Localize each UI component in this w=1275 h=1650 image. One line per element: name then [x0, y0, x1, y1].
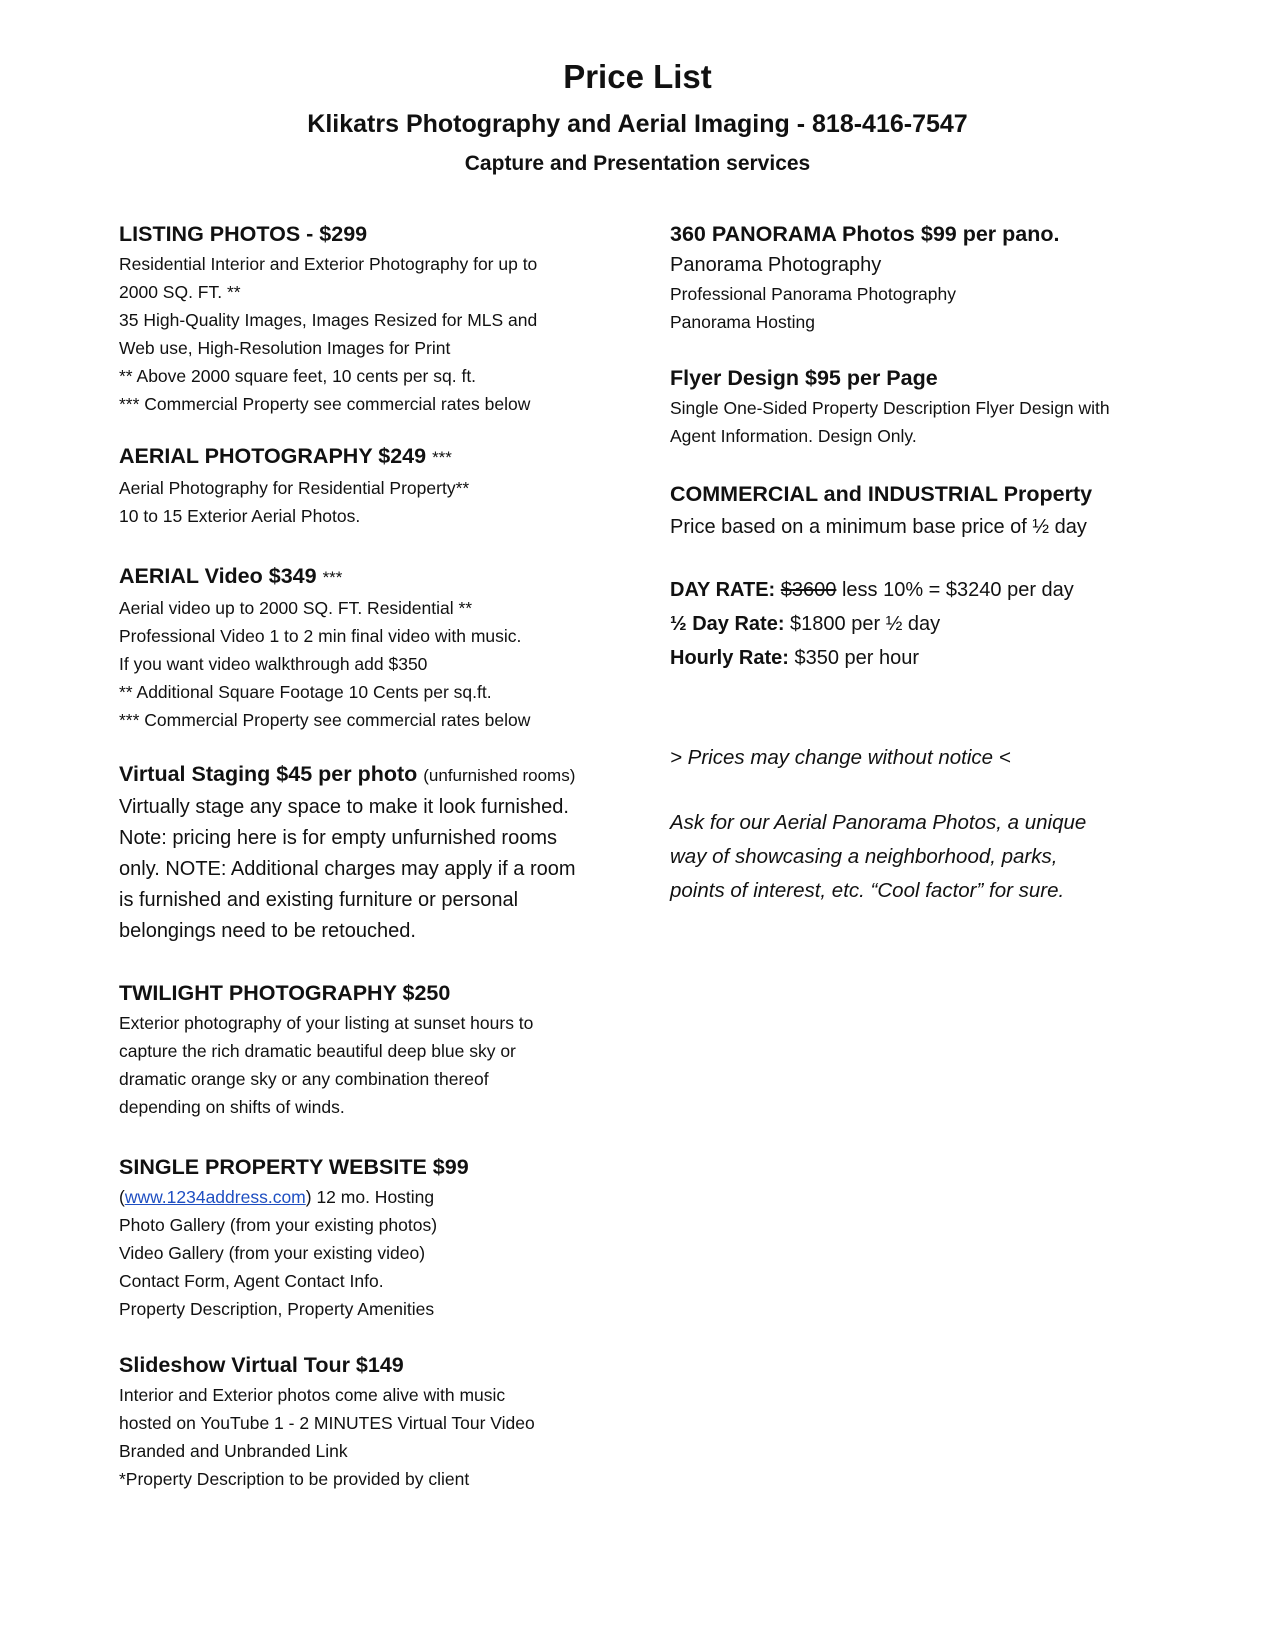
aerial-photography-title: AERIAL PHOTOGRAPHY $249 [119, 444, 427, 468]
staging-line: belongings need to be retouched. [119, 920, 416, 942]
link-after: ) 12 mo. Hosting [305, 1187, 435, 1207]
aerial-photo-line: 10 to 15 Exterior Aerial Photos. [119, 506, 361, 526]
listing-line: Residential Interior and Exterior Photography for up to [119, 254, 538, 274]
virtual-staging-section [119, 758, 609, 947]
panorama-line: Panorama Hosting [670, 312, 815, 332]
staging-line: only. NOTE: Additional charges may apply if a room [119, 858, 576, 880]
listing-line: *** Commercial Property see commercial rates below [119, 394, 531, 414]
staging-line: Note: pricing here is for empty unfurnished rooms [119, 827, 557, 849]
slideshow-line: Branded and Unbranded Link [119, 1441, 348, 1461]
slideshow-section [119, 1349, 609, 1493]
listing-line: Web use, High-Resolution Images for Print [119, 338, 451, 358]
ask-line: way of showcasing a neighborhood, parks, [670, 845, 1058, 868]
day-rate-value: less 10% = $3240 per day [836, 579, 1074, 601]
listing-line: 2000 SQ. FT. ** [119, 282, 241, 302]
day-rate-old: $3600 [780, 579, 837, 601]
aerial-video-line: If you want video walkthrough add $350 [119, 654, 428, 674]
aerial-video-title: AERIAL Video $349 [119, 564, 317, 588]
listing-photos-heading: LISTING PHOTOS - $299 [119, 222, 368, 246]
listing-photos-section [119, 218, 609, 418]
commercial-section [670, 478, 1170, 675]
aerial-video-suffix: *** [322, 568, 343, 587]
twilight-section [119, 977, 609, 1121]
flyer-section [670, 362, 1170, 450]
link-open: ( [119, 1187, 125, 1207]
virtual-staging-heading [119, 758, 609, 792]
slideshow-line: Interior and Exterior photos come alive with music [119, 1385, 506, 1405]
page-title: Price List [563, 58, 712, 95]
twilight-line: depending on shifts of winds. [119, 1097, 345, 1117]
day-rate-label: DAY RATE: [670, 579, 776, 601]
panorama-line: Professional Panorama Photography [670, 284, 957, 304]
aerial-video-line: ** Additional Square Footage 10 Cents per sq.ft. [119, 682, 492, 702]
panorama-line: Panorama Photography [670, 254, 882, 276]
aerial-video-line: Aerial video up to 2000 SQ. FT. Residential ** [119, 598, 473, 618]
ask-line: Ask for our Aerial Panorama Photos, a unique [670, 811, 1087, 834]
virtual-staging-suffix: (unfurnished rooms) [423, 766, 576, 785]
website-heading: SINGLE PROPERTY WEBSITE $99 [119, 1155, 469, 1179]
slideshow-line: *Property Description to be provided by client [119, 1469, 470, 1489]
staging-line: Virtually stage any space to make it look furnished. [119, 796, 569, 818]
website-line: Video Gallery (from your existing video) [119, 1243, 426, 1263]
notes-section [670, 741, 1170, 908]
tagline: Capture and Presentation services [464, 152, 811, 175]
price-notice: > Prices may change without notice < [670, 746, 1011, 769]
website-link-line [119, 1183, 609, 1211]
website-section [119, 1151, 609, 1323]
commercial-heading: COMMERCIAL and INDUSTRIAL Property [670, 482, 1093, 506]
half-day-rate-label: ½ Day Rate: [670, 613, 785, 635]
aerial-photography-suffix: *** [432, 448, 452, 467]
aerial-video-heading [119, 560, 609, 594]
virtual-staging-title: Virtual Staging $45 per photo [119, 762, 418, 786]
aerial-photography-heading [119, 440, 609, 474]
aerial-video-section [119, 560, 609, 734]
flyer-heading: Flyer Design $95 per Page [670, 366, 938, 390]
website-line: Property Description, Property Amenities [119, 1299, 435, 1319]
website-link[interactable]: www.1234address.com [124, 1187, 306, 1207]
flyer-line: Agent Information. Design Only. [670, 426, 917, 446]
hourly-rate-label: Hourly Rate: [670, 647, 789, 669]
company-name-phone: Klikatrs Photography and Aerial Imaging - 818-416-7547 [307, 110, 968, 138]
hourly-rate-value: $350 per hour [788, 647, 920, 669]
twilight-line: Exterior photography of your listing at sunset hours to [119, 1013, 534, 1033]
panorama-heading: 360 PANORAMA Photos $99 per pano. [670, 222, 1060, 246]
slideshow-heading: Slideshow Virtual Tour $149 [119, 1353, 404, 1377]
website-line: Photo Gallery (from your existing photos) [119, 1215, 438, 1235]
aerial-video-line: *** Commercial Property see commercial rates below [119, 710, 531, 730]
listing-line: 35 High-Quality Images, Images Resized for MLS and [119, 310, 538, 330]
listing-line: ** Above 2000 square feet, 10 cents per sq. ft. [119, 366, 477, 386]
aerial-photography-section [119, 440, 609, 530]
aerial-video-line: Professional Video 1 to 2 min final video with music. [119, 626, 522, 646]
left-column [119, 218, 609, 1493]
twilight-line: dramatic orange sky or any combination thereof [119, 1069, 489, 1089]
website-line: Contact Form, Agent Contact Info. [119, 1271, 384, 1291]
aerial-photo-line: Aerial Photography for Residential Property** [119, 478, 470, 498]
day-rate-line [670, 573, 1170, 607]
slideshow-line: hosted on YouTube 1 - 2 MINUTES Virtual Tour Video [119, 1413, 535, 1433]
flyer-line: Single One-Sided Property Description Flyer Design with [670, 398, 1110, 418]
twilight-line: capture the rich dramatic beautiful deep blue sky or [119, 1041, 516, 1061]
commercial-base-line: Price based on a minimum base price of ½ day [670, 516, 1087, 538]
ask-line: points of interest, etc. “Cool factor” for sure. [670, 879, 1065, 902]
half-day-rate-line [670, 607, 1170, 641]
right-column [670, 218, 1170, 908]
hourly-rate-line [670, 641, 1170, 675]
panorama-section [670, 218, 1170, 336]
twilight-heading: TWILIGHT PHOTOGRAPHY $250 [119, 981, 451, 1005]
staging-line: is furnished and existing furniture or personal [119, 889, 519, 911]
half-day-rate-value: $1800 per ½ day [784, 613, 941, 635]
